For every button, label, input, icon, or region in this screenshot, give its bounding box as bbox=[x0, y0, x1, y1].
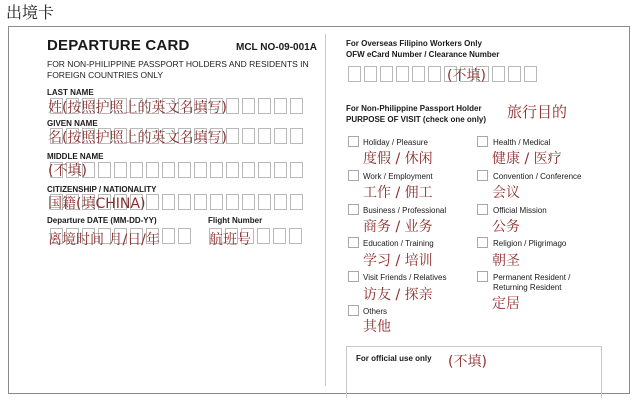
flight-number-label: Flight Number bbox=[208, 216, 263, 225]
permanent-resident-label-line1: Permanent Resident / bbox=[493, 273, 571, 282]
education-checkbox[interactable] bbox=[348, 237, 359, 248]
form-code: MCL NO-09-001A bbox=[236, 42, 317, 53]
holiday-option-hint: 度假 / 休闲 bbox=[363, 151, 433, 167]
business-option-label: Business / Professional bbox=[363, 206, 447, 215]
holiday-checkbox[interactable] bbox=[348, 136, 359, 147]
visit-friends-option-hint: 访友 / 探亲 bbox=[363, 287, 433, 303]
middle-name-hint: (不填) bbox=[48, 163, 87, 179]
business-option-hint: 商务 / 业务 bbox=[363, 219, 433, 235]
citizenship-label: CITIZENSHIP / NATIONALITY bbox=[47, 185, 157, 194]
health-checkbox[interactable] bbox=[477, 136, 488, 147]
official-mission-option-label: Official Mission bbox=[493, 206, 547, 215]
work-checkbox[interactable] bbox=[348, 170, 359, 181]
ofw-number-field[interactable] bbox=[348, 66, 540, 82]
work-option-label: Work / Employment bbox=[363, 172, 433, 181]
conference-option-hint: 会议 bbox=[492, 185, 520, 201]
education-option-label: Education / Training bbox=[363, 239, 434, 248]
purpose-header: For Non-Philippine Passport Holder bbox=[346, 104, 482, 113]
education-option-hint: 学习 / 培训 bbox=[363, 253, 433, 269]
middle-name-field[interactable] bbox=[50, 162, 306, 178]
ofw-hint: (不填) bbox=[447, 68, 486, 84]
work-option-hint: 工作 / 佣工 bbox=[363, 185, 433, 201]
departure-date-hint: 离境时间 月/日/年 bbox=[48, 232, 160, 248]
official-mission-checkbox[interactable] bbox=[477, 204, 488, 215]
conference-checkbox[interactable] bbox=[477, 170, 488, 181]
health-option-hint: 健康 / 医疗 bbox=[492, 151, 562, 167]
business-checkbox[interactable] bbox=[348, 204, 359, 215]
last-name-label: LAST NAME bbox=[47, 88, 94, 97]
visit-friends-option-label: Visit Friends / Relatives bbox=[363, 273, 447, 282]
ofw-label: For Overseas Filipino Workers Only bbox=[346, 39, 482, 48]
visit-friends-checkbox[interactable] bbox=[348, 271, 359, 282]
others-checkbox[interactable] bbox=[348, 305, 359, 316]
religion-checkbox[interactable] bbox=[477, 237, 488, 248]
given-name-label: GIVEN NAME bbox=[47, 119, 98, 128]
conference-option-label: Convention / Conference bbox=[493, 172, 582, 181]
page-title: 出境卡 bbox=[6, 3, 55, 22]
religion-option-hint: 朝圣 bbox=[492, 253, 520, 269]
holiday-option-label: Holiday / Pleasure bbox=[363, 138, 428, 147]
middle-name-label: MIDDLE NAME bbox=[47, 152, 104, 161]
purpose-subheader: PURPOSE OF VISIT (check one only) bbox=[346, 115, 487, 124]
ofw-number-label: OFW eCard Number / Clearance Number bbox=[346, 50, 500, 59]
permanent-resident-option-label bbox=[493, 273, 570, 293]
last-name-hint: 姓(按照护照上的英文名填写) bbox=[48, 100, 227, 116]
citizenship-hint: 国籍(填CHINA) bbox=[48, 196, 146, 212]
purpose-hint: 旅行目的 bbox=[507, 103, 568, 121]
flight-number-hint: 航班号 bbox=[209, 232, 251, 248]
permanent-resident-checkbox[interactable] bbox=[477, 271, 488, 282]
given-name-hint: 名(按照护照上的英文名填写) bbox=[48, 130, 227, 146]
official-use-hint: (不填) bbox=[448, 354, 487, 370]
others-option-label: Others bbox=[363, 307, 388, 316]
card-title: DEPARTURE CARD bbox=[47, 37, 190, 54]
permanent-resident-option-hint: 定居 bbox=[492, 296, 520, 312]
card-subtitle: FOR NON-PHILIPPINE PASSPORT HOLDERS AND RESIDENTS IN FOREIGN COUNTRIES ONLY bbox=[47, 59, 309, 80]
others-option-hint: 其他 bbox=[363, 319, 391, 335]
official-use-label: For official use only bbox=[356, 354, 432, 363]
official-mission-option-hint: 公务 bbox=[492, 219, 520, 235]
health-option-label: Health / Medical bbox=[493, 138, 551, 147]
permanent-resident-label-line2: Returning Resident bbox=[493, 283, 562, 292]
column-divider bbox=[325, 34, 326, 386]
departure-date-label: Departure DATE (MM-DD-YY) bbox=[47, 216, 157, 225]
religion-option-label: Religion / Pligrimago bbox=[493, 239, 567, 248]
